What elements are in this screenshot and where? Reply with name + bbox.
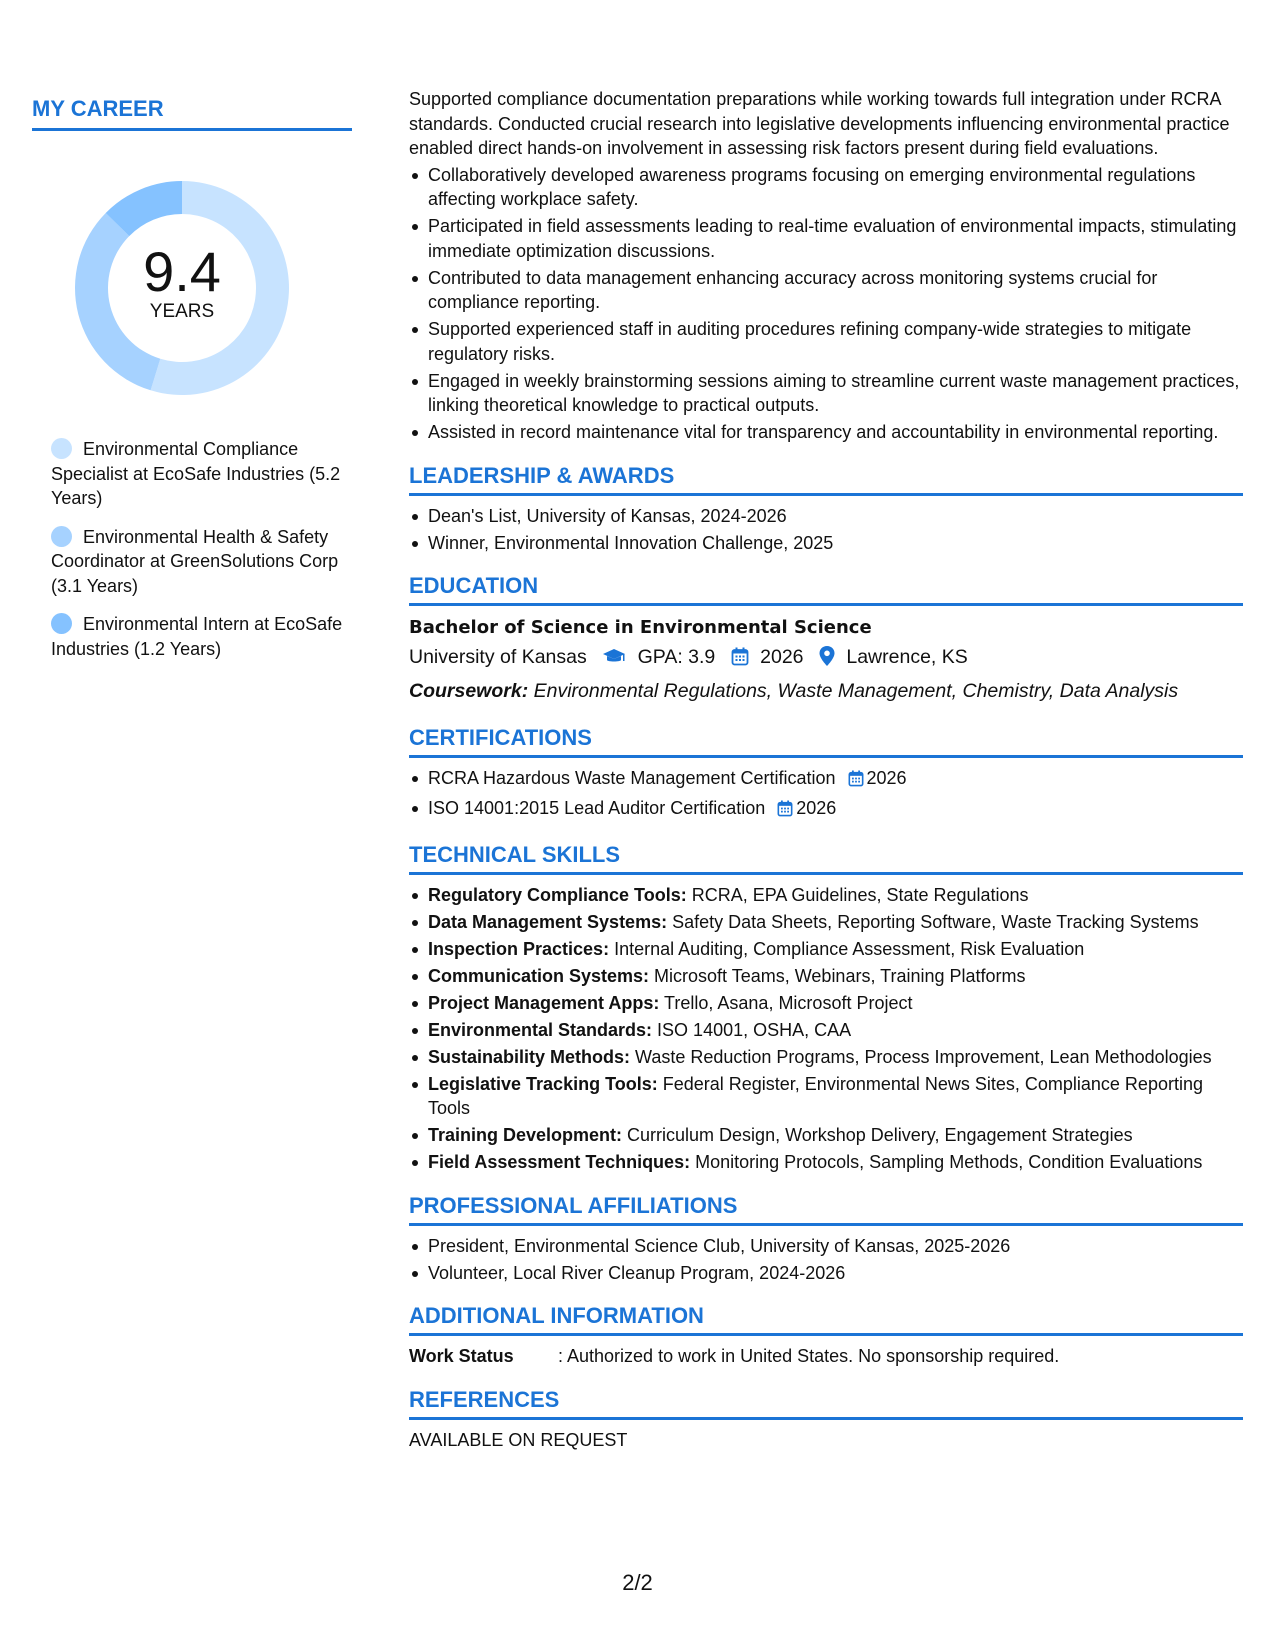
skill-item: [409, 1123, 1243, 1148]
certification-item: [409, 796, 1243, 824]
coursework-list: Environmental Regulations, Waste Management, Chemistry, Data Analysis: [528, 680, 1179, 702]
career-legend-item: [32, 612, 352, 661]
career-role-text: Environmental Health & Safety Coordinator at GreenSolutions Corp (3.1 Years): [51, 526, 339, 596]
graduation-year: 2026: [760, 646, 804, 668]
skills-heading: TECHNICAL SKILLS: [409, 842, 1243, 875]
skill-value: Internal Auditing, Compliance Assessment, Risk Evaluation: [609, 938, 1085, 959]
skill-item: [409, 964, 1243, 989]
skill-value: Curriculum Design, Workshop Delivery, Engagement Strategies: [622, 1125, 1133, 1145]
certification-year: 2026: [796, 798, 837, 818]
work-status-label: Work Status: [409, 1346, 514, 1366]
additional-heading: ADDITIONAL INFORMATION: [409, 1303, 1243, 1336]
certification-name: ISO 14001:2015 Lead Auditor Certification: [428, 798, 766, 818]
total-years-unit: YEARS: [149, 301, 215, 322]
references-text: AVAILABLE ON REQUEST: [409, 1429, 628, 1450]
location-pin-icon: [819, 645, 835, 676]
legend-dot-icon: [51, 438, 72, 459]
work-status-value: : Authorized to work in United States. No sponsorship required.: [558, 1346, 1060, 1366]
skills-section: [409, 842, 1243, 1175]
experience-bullet: Contributed to data management enhancing accuracy across monitoring systems crucial for compliance reporting.: [409, 266, 1243, 315]
calendar-icon: [848, 769, 864, 794]
leadership-item: Dean's List, University of Kansas, 2024-2026: [409, 504, 1243, 529]
skill-label: Field Assessment Techniques:: [428, 1152, 691, 1172]
skill-label: Environmental Standards:: [428, 1019, 653, 1040]
donut-center: [67, 173, 297, 403]
leadership-item: Winner, Environmental Innovation Challenge, 2025: [409, 531, 1243, 556]
skill-value: Federal Register, Environmental News Sites, Compliance Reporting Tools: [428, 1073, 1203, 1118]
career-role-text: Environmental Compliance Specialist at EcoSafe Industries (5.2 Years): [51, 439, 341, 508]
education-section: [409, 573, 1243, 707]
skill-item: [409, 991, 1243, 1016]
skill-label: Inspection Practices:: [428, 938, 610, 959]
career-sidebar: [32, 96, 352, 675]
certification-year: 2026: [866, 768, 907, 788]
skill-item: [409, 883, 1243, 908]
experience-bullet: Engaged in weekly brainstorming sessions aiming to streamline current waste management practices, linking theoretical knowledge to practical outputs.: [409, 369, 1243, 418]
skill-item: [409, 1018, 1243, 1043]
skill-value: Waste Reduction Programs, Process Improvement, Lean Methodologies: [630, 1046, 1212, 1067]
calendar-icon: [777, 799, 793, 824]
career-title: MY CAREER: [32, 96, 352, 131]
skill-item: [409, 1150, 1243, 1175]
school-name: University of Kansas: [409, 646, 587, 668]
skill-label: Communication Systems:: [428, 965, 650, 986]
graduation-cap-icon: [602, 645, 626, 676]
experience-bullet: Supported experienced staff in auditing procedures refining company-wide strategies to mitigate regulatory risks.: [409, 317, 1243, 366]
career-legend-item: [32, 525, 352, 599]
experience-bullet: Participated in field assessments leading to real-time evaluation of environmental impacts, stimulating immediate optimization discussions.: [409, 214, 1243, 263]
affiliation-item: Volunteer, Local River Cleanup Program, 2024-2026: [409, 1261, 1243, 1286]
additional-section: [409, 1303, 1243, 1369]
skill-item: [409, 910, 1243, 935]
skill-value: Trello, Asana, Microsoft Project: [659, 992, 913, 1013]
affiliation-item: President, Environmental Science Club, University of Kansas, 2025-2026: [409, 1234, 1243, 1259]
school-location: Lawrence, KS: [846, 646, 968, 668]
certification-name: RCRA Hazardous Waste Management Certification: [428, 768, 836, 788]
education-heading: EDUCATION: [409, 573, 1243, 606]
main-content: [409, 87, 1243, 1452]
skill-value: Monitoring Protocols, Sampling Methods, Condition Evaluations: [690, 1152, 1203, 1172]
skill-value: Safety Data Sheets, Reporting Software, Waste Tracking Systems: [667, 911, 1199, 932]
coursework: [409, 676, 1243, 707]
experience-bullet: Assisted in record maintenance vital for transparency and accountability in environmental reporting.: [409, 420, 1243, 445]
skill-item: [409, 937, 1243, 962]
references-section: [409, 1387, 1243, 1453]
skill-label: Project Management Apps:: [428, 992, 660, 1013]
certifications-section: [409, 725, 1243, 824]
degree-title: Bachelor of Science in Environmental Science: [409, 617, 872, 638]
skill-value: Microsoft Teams, Webinars, Training Platforms: [649, 965, 1026, 986]
legend-dot-icon: [51, 526, 72, 547]
total-years-value: 9.4: [143, 240, 221, 303]
page-number: 2/2: [622, 1570, 653, 1595]
experience-intro: Supported compliance documentation preparations while working towards full integration under RCRA standards. Conducted crucial research into legislative developments influencing environmental practice enabled direct hands-on involvement in assessing risk factors present during field evaluations.: [409, 89, 1230, 158]
experience-bullet: Collaboratively developed awareness programs focusing on emerging environmental regulations affecting workplace safety.: [409, 163, 1243, 212]
education-details: [409, 642, 1243, 676]
career-legend-item: [32, 437, 352, 511]
leadership-section: [409, 463, 1243, 556]
certification-item: [409, 766, 1243, 794]
skill-label: Data Management Systems:: [428, 911, 668, 932]
skill-value: RCRA, EPA Guidelines, State Regulations: [686, 884, 1029, 905]
career-donut-chart: [67, 173, 297, 403]
references-heading: REFERENCES: [409, 1387, 1243, 1420]
affiliations-section: [409, 1193, 1243, 1286]
skill-label: Training Development:: [428, 1125, 623, 1145]
skill-label: Regulatory Compliance Tools:: [428, 884, 687, 905]
coursework-label: Coursework:: [409, 680, 529, 702]
gpa-value: GPA: 3.9: [637, 646, 716, 668]
calendar-icon: [731, 645, 749, 676]
skill-value: ISO 14001, OSHA, CAA: [652, 1019, 852, 1040]
leadership-heading: LEADERSHIP & AWARDS: [409, 463, 1243, 496]
experience-bullets: [409, 163, 1243, 445]
legend-dot-icon: [51, 613, 72, 634]
certifications-heading: CERTIFICATIONS: [409, 725, 1243, 758]
career-legend: [32, 437, 352, 661]
career-role-text: Environmental Intern at EcoSafe Industries (1.2 Years): [51, 614, 343, 659]
work-status-row: [409, 1344, 1243, 1369]
skill-label: Legislative Tracking Tools:: [428, 1073, 658, 1094]
skill-label: Sustainability Methods:: [428, 1046, 631, 1067]
skill-item: [409, 1072, 1243, 1121]
skill-item: [409, 1045, 1243, 1070]
affiliations-heading: PROFESSIONAL AFFILIATIONS: [409, 1193, 1243, 1226]
